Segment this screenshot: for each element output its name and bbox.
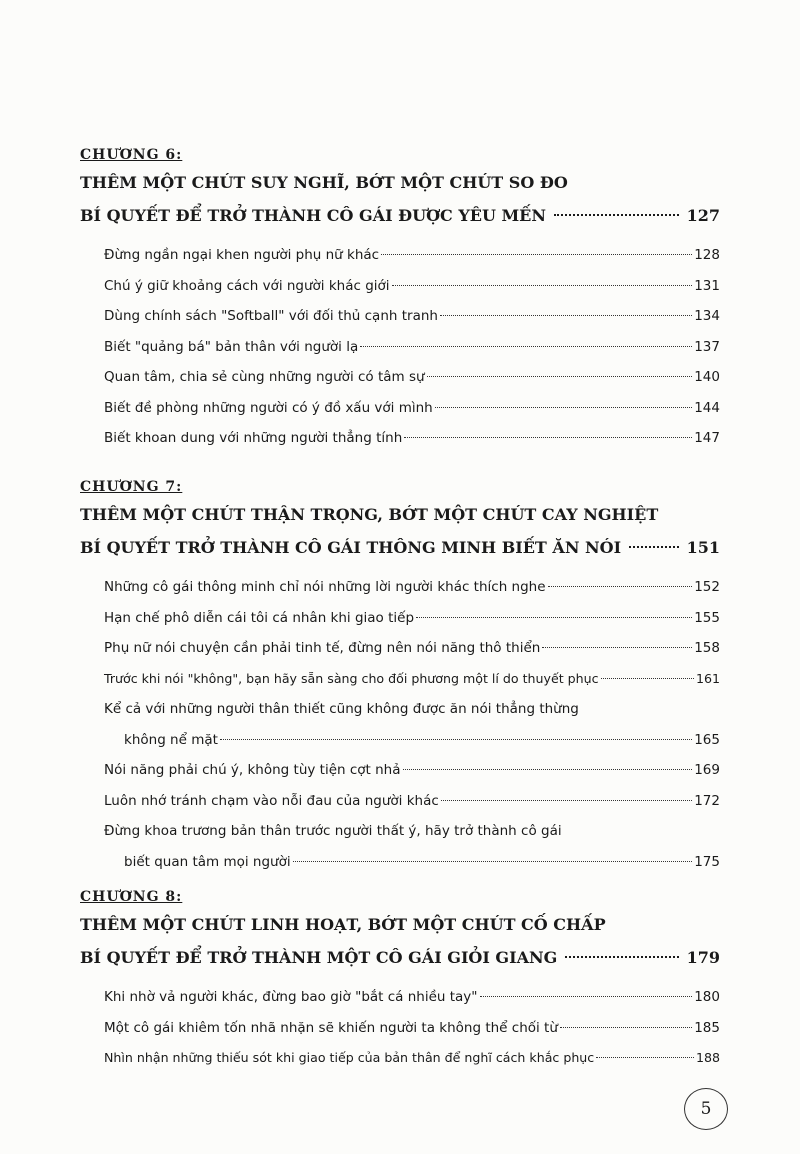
entry-title-cont: không nể mặt [124, 731, 218, 748]
chapter-8 [80, 886, 720, 1074]
leader-dots [629, 546, 679, 548]
entry-title: Hạn chế phô diễn cái tôi cá nhân khi giao tiếp [104, 609, 415, 626]
chapter-title-line1: THÊM MỘT CHÚT LINH HOẠT, BỚT MỘT CHÚT CỐ CHẤP [80, 915, 606, 934]
toc-entry[interactable] [104, 755, 720, 786]
chapter-label: CHƯƠNG 7: [80, 479, 183, 495]
leader-dots [480, 996, 693, 997]
entry-title: Nói năng phải chú ý, không tùy tiện cợt nhả [104, 762, 401, 778]
entry-page: 152 [694, 579, 720, 595]
entry-page: 134 [694, 308, 720, 324]
entry-title: Kể cả với những người thân thiết cũng không được ăn nói thẳng thừng [104, 701, 579, 717]
toc-entry[interactable] [104, 332, 720, 363]
toc-entry[interactable] [104, 664, 720, 695]
chapter-page-number: 179 [686, 948, 720, 967]
entry-page: 131 [694, 277, 720, 294]
leader-dots [548, 586, 693, 587]
leader-dots [441, 800, 692, 801]
toc-entry[interactable] [104, 603, 720, 634]
leader-dots [560, 1027, 692, 1028]
entry-page: 185 [694, 1019, 720, 1036]
chapter-title-line2[interactable] [80, 199, 720, 232]
leader-dots [565, 956, 678, 958]
chapter-title-line2[interactable] [80, 531, 720, 564]
toc-entry[interactable] [104, 240, 720, 271]
chapter-label: CHƯƠNG 8: [80, 889, 183, 905]
entry-title: Quan tâm, chia sẻ cùng những người có tâm sự [104, 369, 425, 385]
entry-title: Một cô gái khiêm tốn nhã nhặn sẽ khiến người ta không thể chối từ [104, 1019, 558, 1036]
toc-entry[interactable] [104, 1043, 720, 1074]
entry-title: Biết khoan dung với những người thẳng tính [104, 430, 403, 446]
entry-title: Khi nhờ vả người khác, đừng bao giờ "bắt cá nhiều tay" [104, 989, 478, 1005]
chapter-page-number: 151 [686, 538, 720, 557]
leader-dots [293, 861, 693, 862]
toc-entry[interactable] [104, 1013, 720, 1044]
toc-entry[interactable] [104, 982, 720, 1013]
toc-entry[interactable] [104, 694, 720, 725]
chapter-page-number: 127 [686, 206, 720, 225]
leader-dots [601, 678, 694, 679]
entry-page: 140 [694, 369, 720, 385]
entry-page: 175 [694, 853, 720, 870]
page-number-badge: 5 [684, 1088, 728, 1130]
toc-entry[interactable] [104, 816, 720, 847]
toc-entry[interactable] [104, 301, 720, 332]
entry-title: Luôn nhớ tránh chạm vào nỗi đau của người khác [104, 792, 439, 809]
entry-title: Biết "quảng bá" bản thân với người lạ [104, 338, 359, 355]
chapter-title-text: BÍ QUYẾT ĐỂ TRỞ THÀNH MỘT CÔ GÁI GIỎI GIANG [80, 948, 558, 967]
entry-title: Phụ nữ nói chuyện cần phải tinh tế, đừng nên nói năng thô thiển [104, 640, 541, 656]
toc-entry[interactable] [104, 271, 720, 302]
toc-entry-continuation[interactable] [124, 847, 720, 878]
entry-title: Chú ý giữ khoảng cách với người khác giới [104, 277, 390, 294]
leader-dots [440, 315, 692, 316]
leader-dots [427, 376, 693, 377]
leader-dots [416, 617, 692, 618]
entry-page: 161 [695, 670, 720, 686]
chapter-7 [80, 476, 720, 877]
toc-entry-continuation[interactable] [124, 725, 720, 756]
leader-dots [542, 647, 692, 648]
leader-dots [435, 407, 692, 408]
entry-title: Đừng ngần ngại khen người phụ nữ khác [104, 247, 380, 263]
entry-page: 188 [695, 1050, 720, 1065]
entry-list [104, 572, 720, 877]
entry-title: Đừng khoa trương bản thân trước người thất ý, hãy trở thành cô gái [104, 823, 562, 839]
chapter-title-line2[interactable] [80, 941, 720, 974]
entry-page: 172 [694, 792, 720, 809]
entry-title: Nhìn nhận những thiếu sót khi giao tiếp của bản thân để nghĩ cách khắc phục [104, 1050, 595, 1065]
leader-dots [360, 346, 692, 347]
entry-page: 147 [694, 430, 720, 446]
toc-entry[interactable] [104, 362, 720, 393]
toc-entry[interactable] [104, 572, 720, 603]
chapter-title-line1: THÊM MỘT CHÚT SUY NGHĨ, BỚT MỘT CHÚT SO ĐO [80, 173, 568, 192]
entry-title-cont: biết quan tâm mọi người [124, 853, 291, 870]
entry-list [104, 240, 720, 454]
entry-page: 165 [694, 731, 720, 748]
leader-dots [403, 769, 693, 770]
entry-page: 144 [694, 399, 720, 416]
leader-dots [392, 285, 693, 286]
entry-page: 169 [694, 762, 720, 778]
entry-title: Dùng chính sách "Softball" với đối thủ cạnh tranh [104, 308, 438, 324]
toc-entry[interactable] [104, 786, 720, 817]
entry-page: 158 [694, 640, 720, 656]
entry-title: Biết đề phòng những người có ý đồ xấu với mình [104, 399, 433, 416]
leader-dots [404, 437, 692, 438]
toc-entry[interactable] [104, 633, 720, 664]
entry-title: Trước khi nói "không", bạn hãy sẵn sàng cho đối phương một lí do thuyết phục [104, 670, 599, 686]
entry-title: Những cô gái thông minh chỉ nói những lời người khác thích nghe [104, 579, 546, 595]
chapter-label: CHƯƠNG 6: [80, 147, 183, 163]
entry-page: 137 [694, 338, 720, 355]
entry-list [104, 982, 720, 1074]
leader-dots [596, 1057, 694, 1058]
chapter-6 [80, 144, 720, 454]
entry-page: 180 [694, 989, 720, 1005]
chapter-title-line1: THÊM MỘT CHÚT THẬN TRỌNG, BỚT MỘT CHÚT CAY NGHIỆT [80, 505, 659, 524]
chapter-title-text: BÍ QUYẾT TRỞ THÀNH CÔ GÁI THÔNG MINH BIẾT ĂN NÓI [80, 538, 622, 557]
entry-page: 128 [694, 247, 720, 263]
entry-page: 155 [694, 609, 720, 626]
chapter-title-text: BÍ QUYẾT ĐỂ TRỞ THÀNH CÔ GÁI ĐƯỢC YÊU MẾN [80, 206, 546, 225]
leader-dots [554, 214, 679, 216]
toc-entry[interactable] [104, 393, 720, 424]
leader-dots [381, 254, 692, 255]
leader-dots [220, 739, 692, 740]
toc-entry[interactable] [104, 423, 720, 454]
